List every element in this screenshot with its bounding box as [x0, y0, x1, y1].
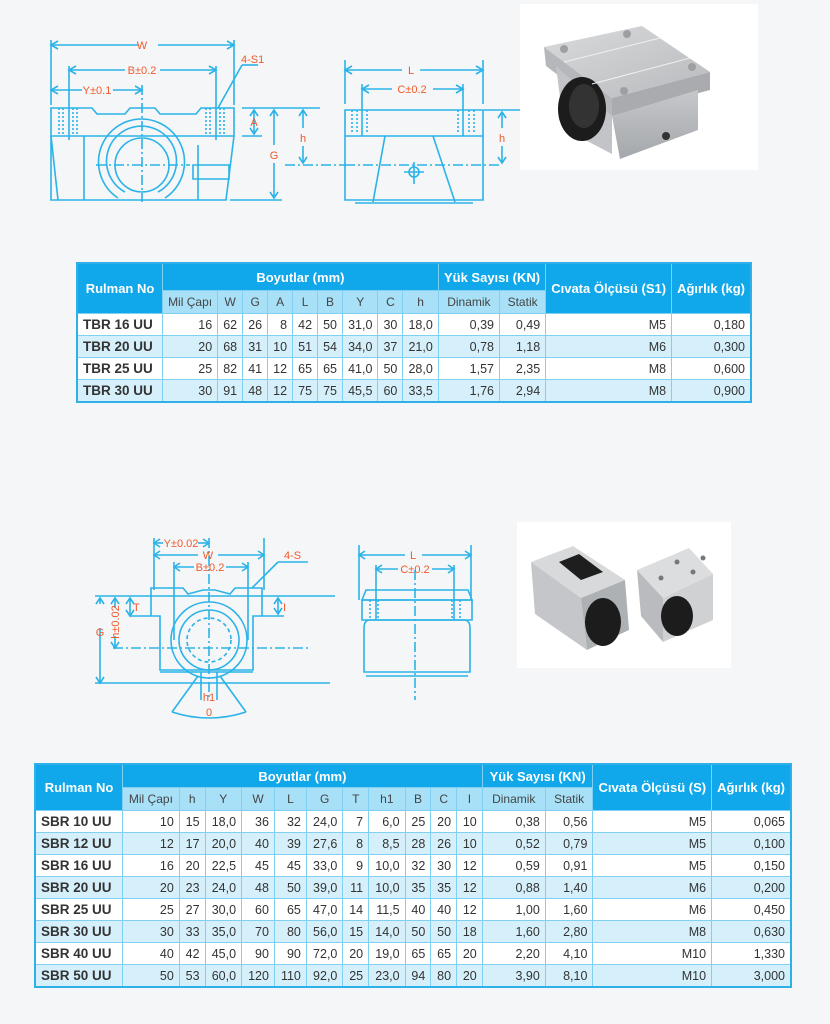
- weight-cell: 0,180: [672, 314, 751, 336]
- value-cell: 94: [405, 965, 431, 988]
- value-cell: 51: [293, 336, 318, 358]
- value-cell: 33: [179, 921, 205, 943]
- value-cell: 34,0: [343, 336, 378, 358]
- weight-cell: 0,600: [672, 358, 751, 380]
- model-cell: TBR 25 UU: [77, 358, 163, 380]
- model-cell: SBR 20 UU: [35, 877, 123, 899]
- bolt-cell: M5: [593, 855, 712, 877]
- dim-label-w: W: [202, 550, 214, 562]
- value-cell: 2,94: [499, 380, 545, 403]
- bolt-cell: M8: [546, 380, 672, 403]
- value-cell: 120: [242, 965, 275, 988]
- table-row: [35, 965, 791, 988]
- value-cell: 70: [242, 921, 275, 943]
- value-cell: 50: [274, 877, 306, 899]
- model-cell: TBR 16 UU: [77, 314, 163, 336]
- value-cell: 45: [274, 855, 306, 877]
- value-cell: 22,5: [205, 855, 242, 877]
- value-cell: 80: [431, 965, 457, 988]
- column-header: Dinamik: [482, 788, 545, 811]
- weight-cell: 0,630: [712, 921, 791, 943]
- model-cell: SBR 50 UU: [35, 965, 123, 988]
- bolt-cell: M10: [593, 965, 712, 988]
- weight-cell: 0,450: [712, 899, 791, 921]
- value-cell: 28: [405, 833, 431, 855]
- value-cell: 42: [293, 314, 318, 336]
- value-cell: 1,60: [482, 921, 545, 943]
- dim-label-l: L: [409, 550, 417, 562]
- value-cell: 18,0: [205, 811, 242, 833]
- dim-label-s1: 4-S1: [241, 54, 265, 66]
- table-row: [35, 855, 791, 877]
- value-cell: 30: [163, 380, 218, 403]
- value-cell: 2,35: [499, 358, 545, 380]
- value-cell: 0,78: [438, 336, 499, 358]
- weight-cell: 0,200: [712, 877, 791, 899]
- table-row: [35, 811, 791, 833]
- model-cell: SBR 25 UU: [35, 899, 123, 921]
- model-cell: SBR 10 UU: [35, 811, 123, 833]
- value-cell: 15: [343, 921, 369, 943]
- value-cell: 1,00: [482, 899, 545, 921]
- bolt-cell: M6: [593, 899, 712, 921]
- tbr-technical-drawing: [40, 30, 520, 220]
- value-cell: 0,38: [482, 811, 545, 833]
- dim-label-y: Y±0.1: [82, 85, 112, 97]
- value-cell: 12: [268, 358, 293, 380]
- value-cell: 8: [268, 314, 293, 336]
- value-cell: 53: [179, 965, 205, 988]
- weight-cell: 3,000: [712, 965, 791, 988]
- table-row: [77, 314, 751, 336]
- value-cell: 72,0: [306, 943, 343, 965]
- dim-label-t: T: [133, 602, 140, 614]
- value-cell: 19,0: [369, 943, 406, 965]
- column-header: W: [242, 788, 275, 811]
- header-weight: Ağırlık (kg): [712, 764, 791, 811]
- dim-label-angle: 0: [205, 707, 213, 719]
- value-cell: 90: [242, 943, 275, 965]
- value-cell: 35: [405, 877, 431, 899]
- value-cell: 25: [163, 358, 218, 380]
- column-header: h1: [369, 788, 406, 811]
- column-header: Mil Çapı: [163, 291, 218, 314]
- value-cell: 36: [242, 811, 275, 833]
- value-cell: 28,0: [403, 358, 438, 380]
- dim-label-a: A: [250, 117, 258, 129]
- value-cell: 10,0: [369, 855, 406, 877]
- value-cell: 12: [123, 833, 180, 855]
- value-cell: 1,60: [545, 899, 593, 921]
- model-cell: SBR 12 UU: [35, 833, 123, 855]
- value-cell: 50: [378, 358, 403, 380]
- table-row: [35, 921, 791, 943]
- column-header: W: [218, 291, 243, 314]
- value-cell: 0,52: [482, 833, 545, 855]
- weight-cell: 0,065: [712, 811, 791, 833]
- table-row: [77, 380, 751, 403]
- value-cell: 0,49: [499, 314, 545, 336]
- value-cell: 23,0: [369, 965, 406, 988]
- value-cell: 17: [179, 833, 205, 855]
- value-cell: 25: [123, 899, 180, 921]
- weight-cell: 0,300: [672, 336, 751, 358]
- header-dimensions: Boyutlar (mm): [123, 764, 483, 788]
- value-cell: 33,5: [403, 380, 438, 403]
- value-cell: 65: [274, 899, 306, 921]
- value-cell: 4,10: [545, 943, 593, 965]
- dim-label-g: G: [95, 627, 105, 639]
- bolt-cell: M10: [593, 943, 712, 965]
- value-cell: 25: [405, 811, 431, 833]
- dim-label-h: h±0.02: [110, 605, 122, 639]
- value-cell: 37: [378, 336, 403, 358]
- column-header: Statik: [545, 788, 593, 811]
- value-cell: 1,18: [499, 336, 545, 358]
- model-cell: SBR 40 UU: [35, 943, 123, 965]
- value-cell: 65: [431, 943, 457, 965]
- value-cell: 8,10: [545, 965, 593, 988]
- model-cell: SBR 30 UU: [35, 921, 123, 943]
- value-cell: 10,0: [369, 877, 406, 899]
- tbr-spec-table: [76, 262, 752, 403]
- value-cell: 2,20: [482, 943, 545, 965]
- value-cell: 24,0: [306, 811, 343, 833]
- value-cell: 2,80: [545, 921, 593, 943]
- dim-label-g: G: [269, 150, 279, 162]
- weight-cell: 1,330: [712, 943, 791, 965]
- column-header: Y: [205, 788, 242, 811]
- value-cell: 42: [179, 943, 205, 965]
- weight-cell: 0,100: [712, 833, 791, 855]
- value-cell: 41: [243, 358, 268, 380]
- dim-label-i: I: [283, 602, 287, 614]
- value-cell: 18: [457, 921, 483, 943]
- value-cell: 54: [318, 336, 343, 358]
- header-bolt: Cıvata Ölçüsü (S1): [546, 263, 672, 314]
- value-cell: 10: [123, 811, 180, 833]
- value-cell: 26: [243, 314, 268, 336]
- value-cell: 23: [179, 877, 205, 899]
- sbr-product-photo: [517, 522, 731, 668]
- value-cell: 60,0: [205, 965, 242, 988]
- table-row: [35, 833, 791, 855]
- value-cell: 40: [123, 943, 180, 965]
- model-cell: TBR 30 UU: [77, 380, 163, 403]
- value-cell: 26: [431, 833, 457, 855]
- value-cell: 50: [431, 921, 457, 943]
- column-header: G: [306, 788, 343, 811]
- value-cell: 0,39: [438, 314, 499, 336]
- value-cell: 31,0: [343, 314, 378, 336]
- column-header: I: [457, 788, 483, 811]
- column-header: B: [318, 291, 343, 314]
- column-header: Dinamik: [438, 291, 499, 314]
- value-cell: 60: [378, 380, 403, 403]
- value-cell: 41,0: [343, 358, 378, 380]
- value-cell: 14: [343, 899, 369, 921]
- tbr-product-photo: [520, 4, 758, 170]
- value-cell: 20: [163, 336, 218, 358]
- value-cell: 16: [163, 314, 218, 336]
- value-cell: 8,5: [369, 833, 406, 855]
- bolt-cell: M8: [593, 921, 712, 943]
- value-cell: 45: [242, 855, 275, 877]
- value-cell: 90: [274, 943, 306, 965]
- column-header: G: [243, 291, 268, 314]
- value-cell: 12: [268, 380, 293, 403]
- sbr-technical-drawing: [85, 530, 505, 730]
- bolt-cell: M5: [593, 811, 712, 833]
- value-cell: 20: [457, 965, 483, 988]
- value-cell: 11: [343, 877, 369, 899]
- value-cell: 48: [242, 877, 275, 899]
- column-header: B: [405, 788, 431, 811]
- value-cell: 60: [242, 899, 275, 921]
- value-cell: 80: [274, 921, 306, 943]
- column-header: Mil Çapı: [123, 788, 180, 811]
- value-cell: 56,0: [306, 921, 343, 943]
- value-cell: 1,76: [438, 380, 499, 403]
- dim-label-l: L: [407, 65, 415, 77]
- value-cell: 110: [274, 965, 306, 988]
- value-cell: 91: [218, 380, 243, 403]
- value-cell: 11,5: [369, 899, 406, 921]
- value-cell: 50: [123, 965, 180, 988]
- value-cell: 27: [179, 899, 205, 921]
- weight-cell: 0,900: [672, 380, 751, 403]
- value-cell: 8: [343, 833, 369, 855]
- value-cell: 40: [431, 899, 457, 921]
- column-header: L: [293, 291, 318, 314]
- value-cell: 39,0: [306, 877, 343, 899]
- sbr-spec-table: [34, 763, 792, 988]
- value-cell: 27,6: [306, 833, 343, 855]
- dim-label-b: B±0.2: [195, 562, 225, 574]
- value-cell: 0,59: [482, 855, 545, 877]
- bolt-cell: M8: [546, 358, 672, 380]
- column-header: A: [268, 291, 293, 314]
- value-cell: 75: [318, 380, 343, 403]
- value-cell: 12: [457, 899, 483, 921]
- value-cell: 39: [274, 833, 306, 855]
- column-header: Y: [343, 291, 378, 314]
- dim-label-h-side: h: [498, 133, 506, 145]
- value-cell: 50: [405, 921, 431, 943]
- value-cell: 32: [405, 855, 431, 877]
- dim-label-c: C±0.2: [400, 564, 430, 576]
- value-cell: 7: [343, 811, 369, 833]
- value-cell: 35: [431, 877, 457, 899]
- value-cell: 9: [343, 855, 369, 877]
- dim-label-b: B±0.2: [127, 65, 157, 77]
- value-cell: 30,0: [205, 899, 242, 921]
- value-cell: 30: [378, 314, 403, 336]
- value-cell: 20: [431, 811, 457, 833]
- column-header: L: [274, 788, 306, 811]
- value-cell: 30: [431, 855, 457, 877]
- value-cell: 47,0: [306, 899, 343, 921]
- value-cell: 68: [218, 336, 243, 358]
- value-cell: 16: [123, 855, 180, 877]
- column-header: h: [403, 291, 438, 314]
- value-cell: 20: [457, 943, 483, 965]
- value-cell: 65: [293, 358, 318, 380]
- value-cell: 1,40: [545, 877, 593, 899]
- header-weight: Ağırlık (kg): [672, 263, 751, 314]
- value-cell: 12: [457, 877, 483, 899]
- model-cell: TBR 20 UU: [77, 336, 163, 358]
- column-header: Statik: [499, 291, 545, 314]
- value-cell: 1,57: [438, 358, 499, 380]
- bolt-cell: M6: [593, 877, 712, 899]
- column-header: C: [378, 291, 403, 314]
- bolt-cell: M6: [546, 336, 672, 358]
- table-row: [77, 336, 751, 358]
- value-cell: 48: [243, 380, 268, 403]
- value-cell: 25: [343, 965, 369, 988]
- value-cell: 65: [405, 943, 431, 965]
- value-cell: 15: [179, 811, 205, 833]
- table-row: [77, 358, 751, 380]
- value-cell: 82: [218, 358, 243, 380]
- value-cell: 18,0: [403, 314, 438, 336]
- value-cell: 30: [123, 921, 180, 943]
- value-cell: 20: [179, 855, 205, 877]
- value-cell: 20,0: [205, 833, 242, 855]
- value-cell: 40: [405, 899, 431, 921]
- column-header: C: [431, 788, 457, 811]
- value-cell: 65: [318, 358, 343, 380]
- value-cell: 45,5: [343, 380, 378, 403]
- dim-label-w: W: [136, 40, 148, 52]
- value-cell: 10: [268, 336, 293, 358]
- dim-label-h: h: [299, 133, 307, 145]
- dim-label-c: C±0.2: [397, 84, 427, 96]
- value-cell: 92,0: [306, 965, 343, 988]
- dim-label-y: Y±0.02: [163, 538, 199, 550]
- value-cell: 20: [343, 943, 369, 965]
- value-cell: 6,0: [369, 811, 406, 833]
- column-header: h: [179, 788, 205, 811]
- value-cell: 10: [457, 811, 483, 833]
- value-cell: 3,90: [482, 965, 545, 988]
- value-cell: 50: [318, 314, 343, 336]
- value-cell: 35,0: [205, 921, 242, 943]
- dim-label-s: 4-S: [284, 550, 302, 562]
- weight-cell: 0,150: [712, 855, 791, 877]
- value-cell: 31: [243, 336, 268, 358]
- value-cell: 14,0: [369, 921, 406, 943]
- value-cell: 33,0: [306, 855, 343, 877]
- table-row: [35, 899, 791, 921]
- value-cell: 62: [218, 314, 243, 336]
- header-load: Yük Sayısı (KN): [482, 764, 593, 788]
- bolt-cell: M5: [546, 314, 672, 336]
- value-cell: 75: [293, 380, 318, 403]
- value-cell: 10: [457, 833, 483, 855]
- header-model: Rulman No: [35, 764, 123, 811]
- value-cell: 0,79: [545, 833, 593, 855]
- value-cell: 40: [242, 833, 275, 855]
- header-dimensions: Boyutlar (mm): [163, 263, 439, 291]
- value-cell: 45,0: [205, 943, 242, 965]
- header-model: Rulman No: [77, 263, 163, 314]
- bolt-cell: M5: [593, 833, 712, 855]
- value-cell: 12: [457, 855, 483, 877]
- header-bolt: Cıvata Ölçüsü (S): [593, 764, 712, 811]
- table-row: [35, 877, 791, 899]
- table-row: [35, 943, 791, 965]
- value-cell: 0,88: [482, 877, 545, 899]
- header-load: Yük Sayısı (KN): [438, 263, 545, 291]
- value-cell: 24,0: [205, 877, 242, 899]
- value-cell: 20: [123, 877, 180, 899]
- value-cell: 21,0: [403, 336, 438, 358]
- dim-label-h1: h1: [202, 692, 216, 704]
- value-cell: 0,56: [545, 811, 593, 833]
- value-cell: 0,91: [545, 855, 593, 877]
- model-cell: SBR 16 UU: [35, 855, 123, 877]
- column-header: T: [343, 788, 369, 811]
- value-cell: 32: [274, 811, 306, 833]
